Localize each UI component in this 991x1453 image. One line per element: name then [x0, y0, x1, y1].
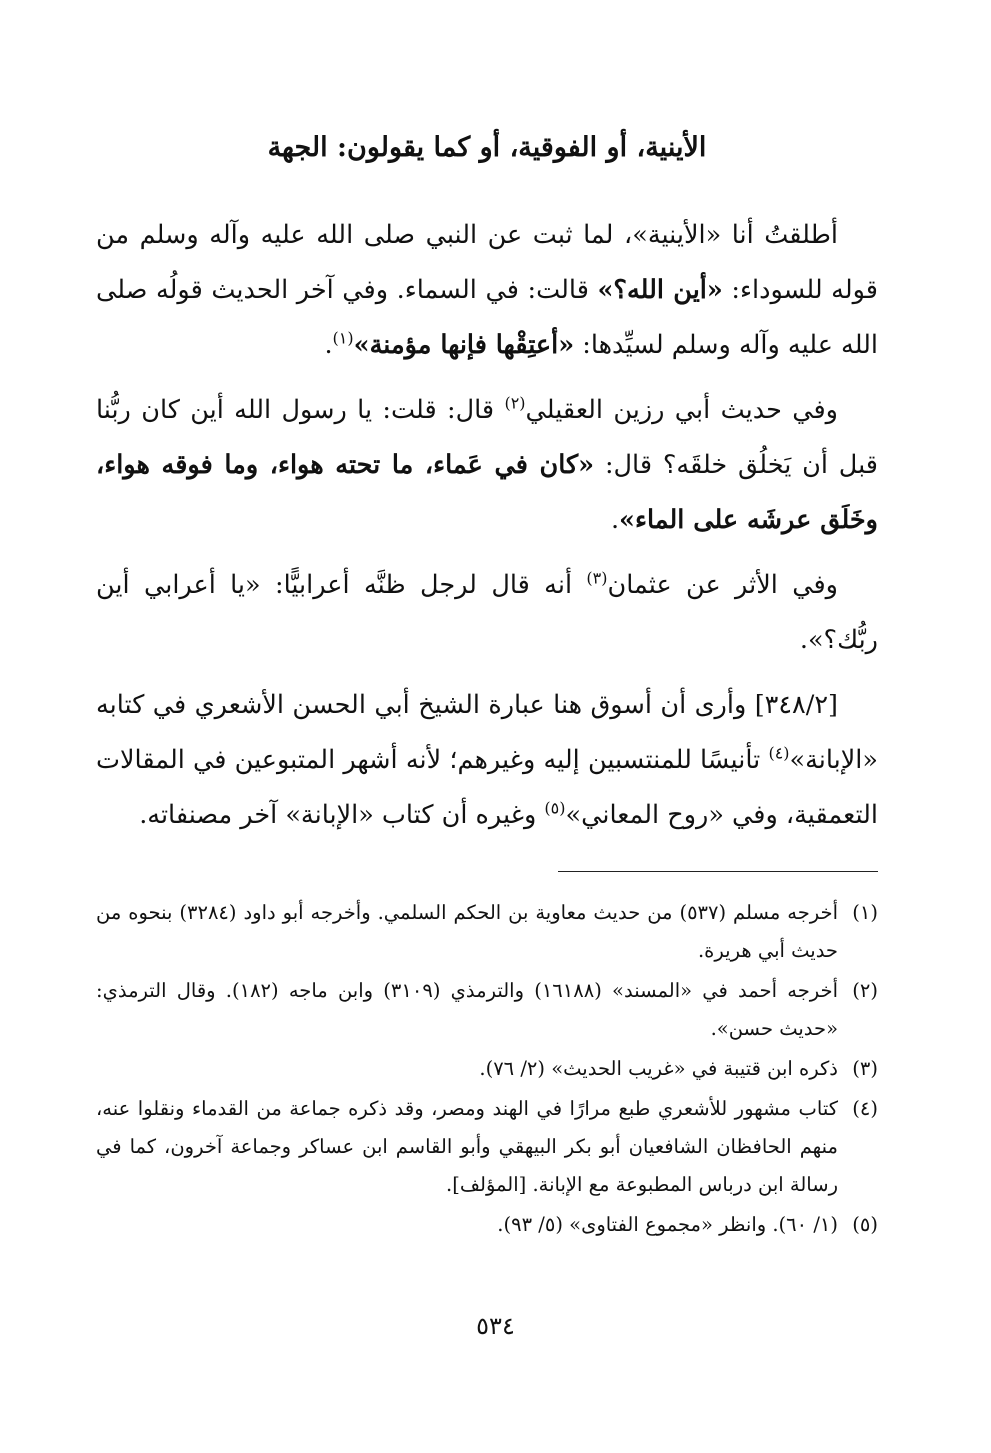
footnote-1 — [96, 894, 878, 970]
paragraph-1: أطلقتُ أنا «الأينية»، لما ثبت عن النبي صلى الله عليه وآله وسلم من قوله للسوداء: «أين الله؟» قالت: في السماء. وفي آخر الحديث قولُه صلى الله عليه وآله وسلم لسيِّدها: «أعتِقْها فإنها مؤمنة»$^{(١)}$. — [96, 220, 878, 360]
page-body — [96, 128, 878, 1246]
page-number: ٥٣٤ — [476, 1312, 515, 1340]
footnote-ref-5[interactable]: (٥) — [544, 798, 566, 818]
footnote-number: (٥) — [852, 1213, 878, 1236]
section-title: الأينية، أو الفوقية، أو كما يقولون: الجهة — [267, 132, 707, 163]
quote-cloud: «كان في عَماء، ما تحته هواء، وما فوقه هواء، وخَلَق عرشَه على الماء» — [96, 450, 878, 535]
paragraph-2: وفي حديث أبي رزين العقيلي$^{(٢)}$ قال: قلت: يا رسول الله أين كان ربُّنا قبل أن يَخلُق خلقَه؟ قال: «كان في عَماء، ما تحته هواء، وما فوقه هواء، وخَلَق عرشَه على الماء». — [96, 393, 878, 535]
footnote-number: (٤) — [852, 1097, 878, 1120]
footnote-2 — [96, 972, 878, 1048]
footnote-ref-1[interactable]: (١) — [332, 328, 354, 348]
footnote-ref-4[interactable]: (٤) — [768, 743, 790, 763]
paragraph-3: وفي الأثر عن عثمان$^{(٣)}$ أنه قال لرجل ظنَّه أعرابيًّا: «يا أعرابي أين ربُّك؟». — [96, 568, 878, 655]
footnote-ref-2[interactable]: (٢) — [504, 393, 526, 413]
footnote-number: (١) — [852, 901, 878, 924]
footnote-text: كتاب مشهور للأشعري طبع مرارًا في الهند ومصر، وقد ذكره جماعة من القدماء ونقلوا عنه، منهم الحافظان الشافعيان أبو بكر البيهقي وأبو القاسم ابن عساكر وجماعة آخرون، كما في رسالة ابن درباس المطبوعة مع الإبانة. [المؤلف]. — [96, 1097, 838, 1196]
footnote-text: (١/ ٦٠). وانظر «مجموع الفتاوى» (٥/ ٩٣). — [497, 1213, 838, 1236]
footnotes — [96, 894, 878, 1244]
footnote-ref-3[interactable]: (٣) — [586, 568, 608, 588]
footnote-number: (٣) — [852, 1057, 878, 1080]
footnote-text: ذكره ابن قتيبة في «غريب الحديث» (٢/ ٧٦). — [479, 1057, 838, 1080]
footnote-text: أخرجه مسلم (٥٣٧) من حديث معاوية بن الحكم السلمي. وأخرجه أبو داود (٣٢٨٤) بنحوه من حديث أبي هريرة. — [96, 901, 839, 962]
paragraph-4: [٣٤٨/٢] وأرى أن أسوق هنا عبارة الشيخ أبي الحسن الأشعري في كتابه «الإبانة»$^{(٤)}$ تأنيسًا للمنتسبين إليه وغيرهم؛ لأنه أشهر المتبوعين في المقالات التعمقية، وفي «روح المعاني»$^{(٥)}$ وغيره أن كتاب «الإبانة» آخر مصنفاته. — [96, 690, 878, 830]
quote-where-is-allah: «أين الله؟» — [597, 275, 723, 305]
footnote-separator — [558, 871, 878, 872]
quote-free-her: «أعتِقْها فإنها مؤمنة» — [353, 330, 575, 360]
footnote-text: أخرجه أحمد في «المسند» (١٦١٨٨) والترمذي (٣١٠٩) وابن ماجه (١٨٢). وقال الترمذي: «حديث حسن». — [96, 979, 838, 1040]
footnote-3 — [96, 1050, 878, 1088]
footnote-number: (٢) — [852, 979, 878, 1002]
footnote-5 — [96, 1206, 878, 1244]
footnote-4 — [96, 1090, 878, 1204]
